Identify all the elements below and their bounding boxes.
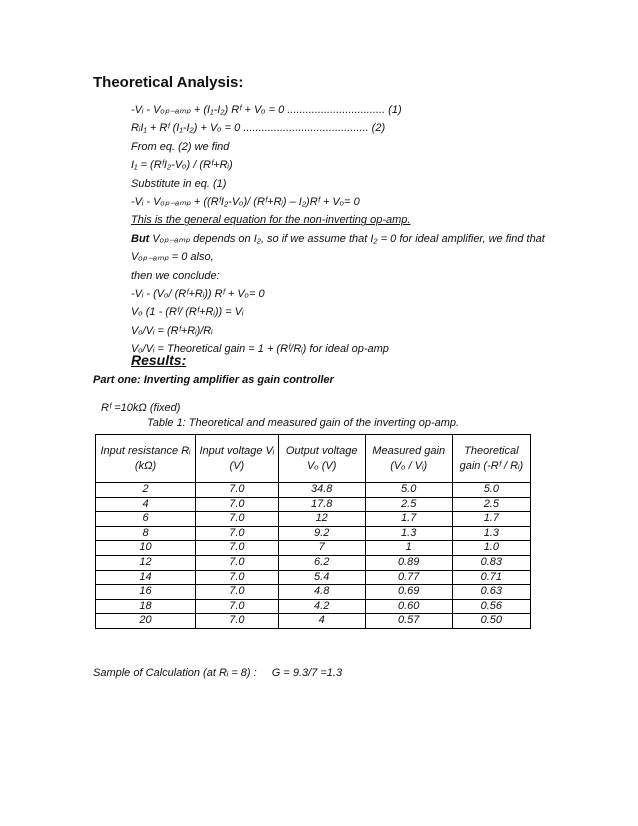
assumption-text: Vₒₚ₋ₐₘₚ depends on I₂, so if we assume that I₂ = 0 for ideal amplifier, we find that Vₒₚ₋ₐₘₚ = 0 also, bbox=[131, 232, 545, 264]
rf-fixed-note: Rᶠ =10kΩ (fixed) bbox=[101, 402, 181, 414]
table-cell: 1 bbox=[365, 541, 452, 556]
table-cell: 5.0 bbox=[452, 483, 530, 498]
table-cell: 0.89 bbox=[365, 555, 452, 570]
table-cell: 2 bbox=[96, 483, 196, 498]
table-row bbox=[96, 599, 531, 614]
table-cell: 0.77 bbox=[365, 570, 452, 585]
table-cell: 1.3 bbox=[365, 526, 452, 541]
table-header-cell: Input resistance Rᵢ (kΩ) bbox=[96, 435, 196, 483]
substitute-text: Substitute in eq. (1) bbox=[131, 177, 227, 190]
substituted-equation: -Vᵢ - Vₒₚ₋ₐₘₚ + ((RᶠI₂-Vₒ)/ (Rᶠ+Rᵢ) – I₂)Rᶠ + Vₒ= 0 bbox=[131, 196, 360, 209]
equation-1: -Vᵢ - Vₒₚ₋ₐₘₚ + (I₁-I₂) Rᶠ + Vₒ = 0 ................................ (1) bbox=[131, 104, 402, 116]
table-cell: 0.50 bbox=[452, 614, 530, 629]
part-one-heading: Part one: Inverting amplifier as gain controller bbox=[93, 374, 334, 386]
table-cell: 7.0 bbox=[196, 614, 279, 629]
table-header-cell: Input voltage Vᵢ (V) bbox=[196, 435, 279, 483]
table-cell: 9.2 bbox=[278, 526, 365, 541]
table-row bbox=[96, 585, 531, 600]
table-cell: 7.0 bbox=[196, 555, 279, 570]
table-cell: 5.4 bbox=[278, 570, 365, 585]
table-header-row bbox=[96, 435, 531, 483]
vo-equation: Vₒ (1 - (Rᶠ/ (Rᶠ+Rᵢ)) = Vᵢ bbox=[131, 306, 244, 319]
table-cell: 5.0 bbox=[365, 483, 452, 498]
sample-calculation bbox=[93, 667, 342, 679]
equation-2: RᵢI₁ + Rᶠ (I₁-I₂) + Vₒ = 0 ......................................... (2) bbox=[131, 122, 386, 135]
table-cell: 0.83 bbox=[452, 555, 530, 570]
general-equation-note: This is the general equation for the non-inverting op-amp. bbox=[131, 214, 411, 227]
from-eq2-text: From eq. (2) we find bbox=[131, 140, 230, 153]
table-cell: 2.5 bbox=[365, 497, 452, 512]
table-cell: 4 bbox=[278, 614, 365, 629]
table-cell: 4 bbox=[96, 497, 196, 512]
table-row bbox=[96, 483, 531, 498]
table-cell: 6 bbox=[96, 512, 196, 527]
table-cell: 7.0 bbox=[196, 483, 279, 498]
table-header-cell: Measured gain (Vₒ / Vᵢ) bbox=[365, 435, 452, 483]
table-cell: 8 bbox=[96, 526, 196, 541]
table-cell: 10 bbox=[96, 541, 196, 556]
results-heading: Results: bbox=[131, 352, 187, 368]
table-cell: 1.7 bbox=[452, 512, 530, 527]
table-cell: 0.69 bbox=[365, 585, 452, 600]
equation-block bbox=[131, 101, 551, 359]
table-cell: 7.0 bbox=[196, 497, 279, 512]
table-cell: 4.2 bbox=[278, 599, 365, 614]
table-cell: 16 bbox=[96, 585, 196, 600]
table-cell: 1.7 bbox=[365, 512, 452, 527]
table-cell: 17.8 bbox=[278, 497, 365, 512]
table-cell: 34.8 bbox=[278, 483, 365, 498]
table-caption: Table 1: Theoretical and measured gain of the inverting op-amp. bbox=[147, 417, 460, 429]
table-cell: 0.60 bbox=[365, 599, 452, 614]
section-heading: Theoretical Analysis: bbox=[93, 74, 244, 91]
sample-formula: G = 9.3/7 =1.3 bbox=[271, 667, 343, 679]
table-cell: 1.3 bbox=[452, 526, 530, 541]
table-cell: 12 bbox=[96, 555, 196, 570]
table-cell: 0.57 bbox=[365, 614, 452, 629]
but-bold: But bbox=[131, 232, 150, 245]
i1-expression: I₁ = (RᶠI₂-Vₒ) / (Rᶠ+Rᵢ) bbox=[131, 159, 233, 172]
table-cell: 7.0 bbox=[196, 512, 279, 527]
table-cell: 7.0 bbox=[196, 526, 279, 541]
table-cell: 20 bbox=[96, 614, 196, 629]
table-cell: 1.0 bbox=[452, 541, 530, 556]
ratio-equation: Vₒ/Vᵢ = (Rᶠ+Rᵢ)/Rᵢ bbox=[131, 324, 213, 337]
table-cell: 2.5 bbox=[452, 497, 530, 512]
table-header-cell: Output voltage Vₒ (V) bbox=[278, 435, 365, 483]
table-cell: 7.0 bbox=[196, 541, 279, 556]
theoretical-gain-equation: Vₒ/Vᵢ = Theoretical gain = 1 + (Rᶠ/Rᵢ) for ideal op-amp bbox=[131, 343, 389, 356]
table-cell: 0.63 bbox=[452, 585, 530, 600]
table-cell: 7.0 bbox=[196, 585, 279, 600]
table-row bbox=[96, 570, 531, 585]
table-header-cell: Theoretical gain (-Rᶠ / Rᵢ) bbox=[452, 435, 530, 483]
sample-label: Sample of Calculation (at Rᵢ = 8) : bbox=[93, 667, 257, 679]
table-cell: 4.8 bbox=[278, 585, 365, 600]
table-body bbox=[96, 483, 531, 629]
table-row bbox=[96, 497, 531, 512]
simplified-equation: -Vᵢ - (Vₒ/ (Rᶠ+Rᵢ)) Rᶠ + Vₒ= 0 bbox=[131, 288, 265, 301]
conclude-text: then we conclude: bbox=[131, 269, 220, 282]
table-row bbox=[96, 541, 531, 556]
table-cell: 7.0 bbox=[196, 599, 279, 614]
table-row bbox=[96, 512, 531, 527]
table-cell: 18 bbox=[96, 599, 196, 614]
table-cell: 7.0 bbox=[196, 570, 279, 585]
table-row bbox=[96, 526, 531, 541]
table-cell: 12 bbox=[278, 512, 365, 527]
table-row bbox=[96, 614, 531, 629]
table-cell: 0.56 bbox=[452, 599, 530, 614]
table-cell: 0.71 bbox=[452, 570, 530, 585]
table-row bbox=[96, 555, 531, 570]
table-cell: 6.2 bbox=[278, 555, 365, 570]
table-cell: 7 bbox=[278, 541, 365, 556]
table-cell: 14 bbox=[96, 570, 196, 585]
gain-table bbox=[95, 434, 531, 629]
assumption-paragraph bbox=[131, 230, 551, 267]
